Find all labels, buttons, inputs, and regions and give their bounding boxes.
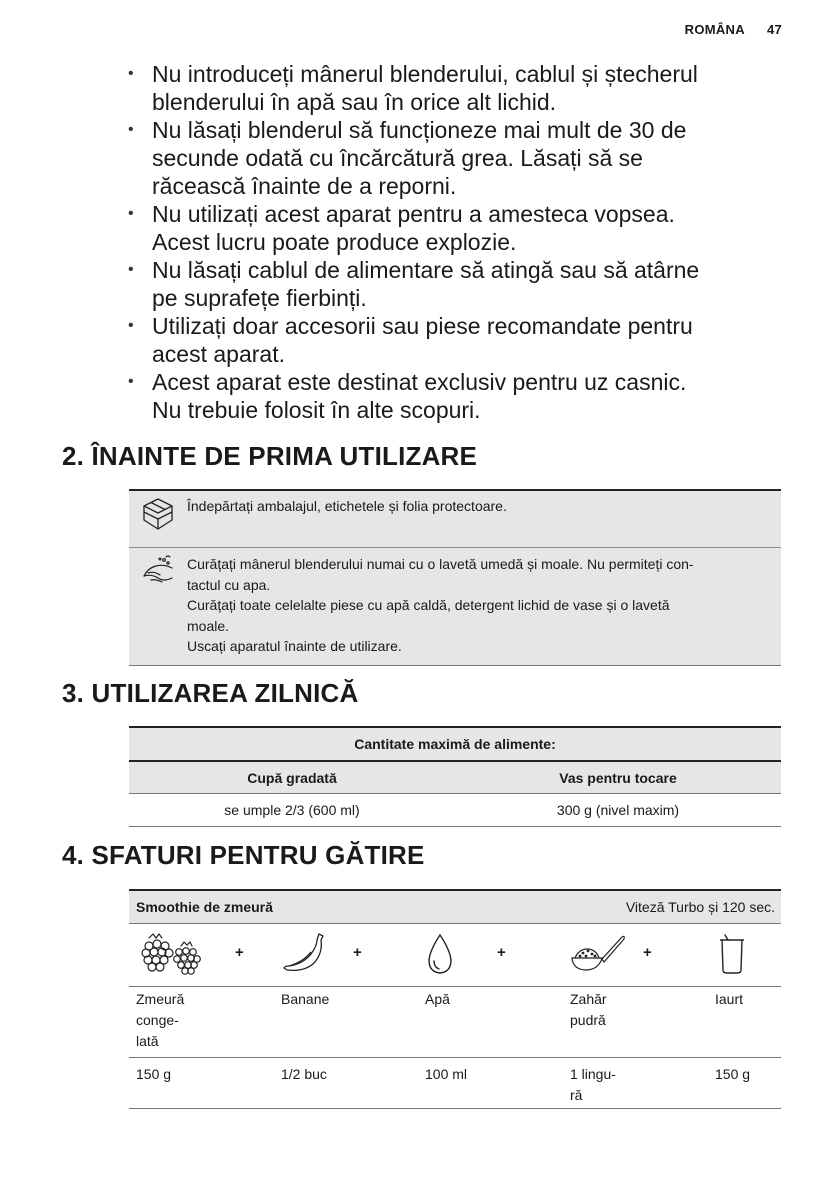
water-drop-icon: [425, 932, 455, 981]
max-quantity-table: [129, 726, 781, 827]
ingredient-name: Zmeură conge- lată: [136, 991, 185, 1049]
cleaning-text: Curățați mânerul blenderului numai cu o lavetă umedă și moale. Nu permiteți con- tactul cu apa. Curățați toate celelalte piese cu apă caldă, detergent lichid de vase și o lavetă moale. Uscați aparatul înainte de utilizare.: [187, 556, 694, 654]
ingredient-amount: 1/2 buc: [281, 1066, 327, 1082]
yogurt-cup-icon: [717, 932, 747, 981]
safety-bullet-list: [128, 60, 798, 424]
cleaning-row: [129, 547, 781, 663]
cleaning-cloth-icon: [129, 554, 187, 663]
section-2-title: 2. ÎNAINTE DE PRIMA UTILIZARE: [62, 441, 478, 471]
ingredient-amount: 150 g: [136, 1066, 172, 1082]
bullet-item: • Nu lăsați cablul de alimentare să atingă sau să atârne pe suprafețe fierbinți.: [128, 256, 798, 312]
recipe-table: [129, 889, 781, 1109]
language-label: ROMÂNA: [684, 22, 745, 37]
raspberry-icon: [137, 932, 201, 981]
recipe-name: Smoothie de zmeură: [136, 899, 273, 915]
page-number: 47: [766, 22, 782, 37]
plus-sign: +: [235, 944, 244, 961]
sugar-spoon-icon: [569, 932, 627, 981]
plus-sign: +: [497, 944, 506, 961]
bullet-item: • Utilizați doar accesorii sau piese recomandate pentru acest aparat.: [128, 312, 798, 368]
first-use-text: Îndepărtați ambalajul, etichetele și folia protectoare.: [187, 498, 507, 514]
banana-icon: [281, 932, 327, 979]
ingredient-amount: 100 ml: [425, 1066, 468, 1082]
ingredient-amount: 1 lingu- ră: [570, 1066, 616, 1103]
bullet-item: • Nu utilizați acest aparat pentru a amesteca vopsea. Acest lucru poate produce explozie.: [128, 200, 798, 256]
ingredient-name: Apă: [425, 991, 450, 1007]
first-use-row: [129, 491, 781, 547]
ingredient-name: Zahăr pudră: [570, 991, 607, 1028]
ingredient-amounts-row: [129, 1058, 781, 1109]
table-header: Vas pentru tocare: [455, 761, 781, 794]
ingredient-amount: 150 g: [715, 1066, 751, 1082]
recipe-header: [129, 889, 781, 924]
ingredient-icons-row: [129, 924, 781, 987]
table-header: Cupă gradată: [129, 761, 455, 794]
table-caption: Cantitate maximă de alimente:: [129, 727, 781, 761]
section-4-title: 4. SFATURI PENTRU GĂTIRE: [62, 840, 425, 870]
section-3-title: 3. UTILIZAREA ZILNICĂ: [62, 678, 359, 708]
first-use-box: [129, 489, 781, 666]
page-header: [685, 22, 782, 37]
plus-sign: +: [643, 944, 652, 961]
table-cell: se umple 2/3 (600 ml): [129, 794, 455, 827]
package-icon: [129, 496, 187, 547]
plus-sign: +: [353, 944, 362, 961]
bullet-item: • Nu lăsați blenderul să funcționeze mai mult de 30 de secunde odată cu încărcătură grea. Lăsați să se răcească înainte de a reporni.: [128, 116, 798, 200]
bullet-item: • Nu introduceți mânerul blenderului, cablul și ștecherul blenderului în apă sau în orice alt lichid.: [128, 60, 798, 116]
recipe-setting: Viteză Turbo și 120 sec.: [625, 899, 775, 915]
bullet-item: • Acest aparat este destinat exclusiv pentru uz casnic. Nu trebuie folosit în alte scopuri.: [128, 368, 798, 424]
table-cell: 300 g (nivel maxim): [455, 794, 781, 827]
ingredient-name: Banane: [281, 991, 330, 1007]
ingredient-name: Iaurt: [715, 991, 744, 1007]
ingredient-names-row: [129, 987, 781, 1058]
